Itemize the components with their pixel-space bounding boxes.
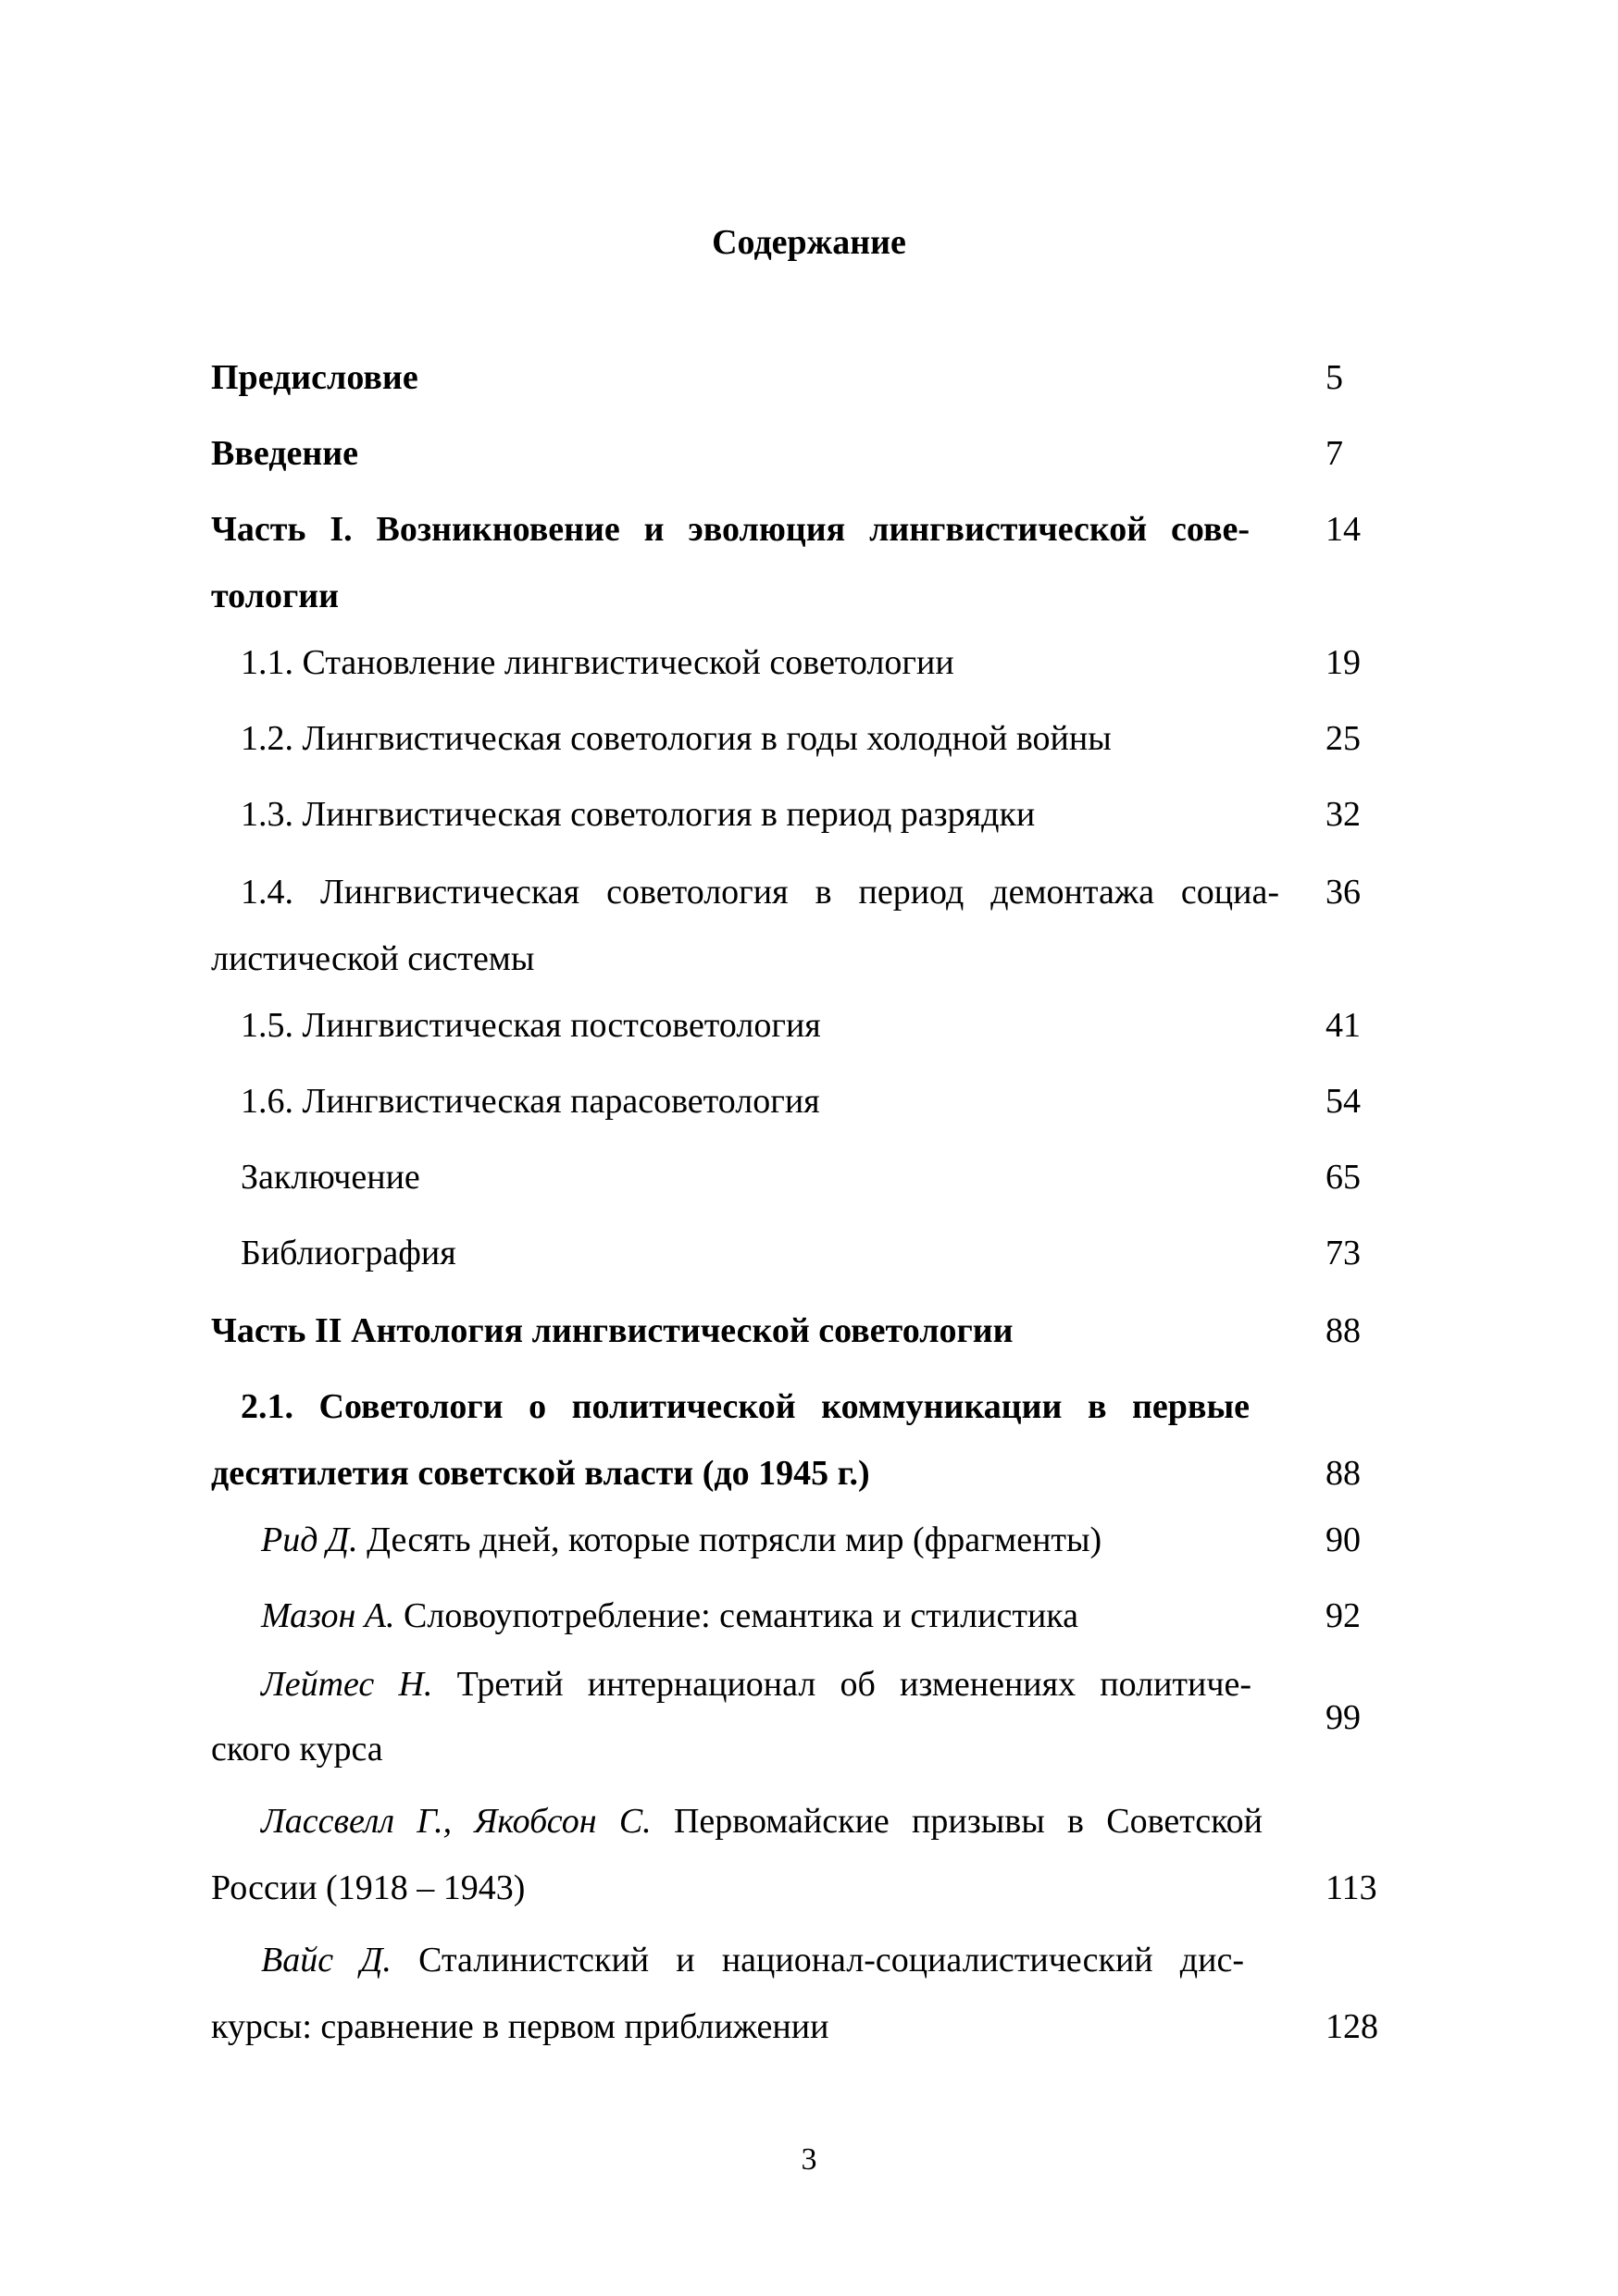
toc-entry-2-1-line-2[interactable]: десятилетия советской власти (до 1945 г.) bbox=[211, 1454, 870, 1493]
toc-page-number: 41 bbox=[1326, 1006, 1361, 1045]
toc-entry-part-2[interactable]: Часть II Антология лингвистической советологии bbox=[211, 1311, 1014, 1350]
toc-entry-1-1[interactable]: 1.1. Становление лингвистической советологии bbox=[241, 643, 954, 682]
toc-page-number: 73 bbox=[1326, 1234, 1361, 1272]
toc-entry-2-1-line-1[interactable]: 2.1. Советологи о политической коммуникации в первые bbox=[241, 1387, 1250, 1426]
toc-page-number: 14 bbox=[1326, 510, 1361, 549]
toc-page-number: 19 bbox=[1326, 643, 1361, 682]
author-name: Вайс Д. bbox=[261, 1941, 392, 1980]
toc-page-number: 7 bbox=[1326, 434, 1343, 473]
toc-entry-1-5[interactable]: 1.5. Лингвистическая постсоветология bbox=[241, 1006, 821, 1045]
toc-page-number: 90 bbox=[1326, 1520, 1361, 1559]
toc-page-number: 5 bbox=[1326, 358, 1343, 397]
page-title: Содержание bbox=[712, 223, 906, 262]
toc-entry-mazon[interactable] bbox=[261, 1594, 1078, 1638]
toc-entry-leites-line-2[interactable]: ского курса bbox=[211, 1730, 383, 1769]
toc-page-number: 92 bbox=[1326, 1596, 1361, 1635]
toc-entry-1-4-line-2[interactable]: листической системы bbox=[211, 939, 535, 978]
work-title: Словоупотребление: семантика и стилистика bbox=[394, 1596, 1079, 1635]
toc-page-number: 88 bbox=[1326, 1454, 1361, 1493]
toc-entry-leites-line-1[interactable] bbox=[261, 1662, 1251, 1706]
toc-page-number: 88 bbox=[1326, 1311, 1361, 1350]
toc-page-number: 54 bbox=[1326, 1082, 1361, 1121]
work-title: Третий интернационал об изменениях политиче- bbox=[432, 1665, 1252, 1704]
work-title: Сталинистский и национал-социалистический дис- bbox=[391, 1941, 1244, 1980]
author-name: Мазон А. bbox=[261, 1596, 395, 1635]
toc-entry-weiss-line-2[interactable]: курсы: сравнение в первом приближении bbox=[211, 2007, 829, 2046]
work-title: Десять дней, которые потрясли мир (фрагменты) bbox=[357, 1520, 1102, 1559]
toc-entry-lasswell-jakobson-line-1[interactable] bbox=[261, 1799, 1263, 1843]
author-name: Лейтес Н. bbox=[261, 1665, 433, 1704]
toc-entry-1-3[interactable]: 1.3. Лингвистическая советология в период разрядки bbox=[241, 795, 1036, 834]
toc-entry-preface[interactable]: Предисловие bbox=[211, 358, 418, 397]
toc-entry-1-4-line-1[interactable]: 1.4. Лингвистическая советология в период демонтажа социа- bbox=[241, 873, 1279, 912]
page-number-footer: 3 bbox=[801, 2142, 817, 2177]
toc-entry-weiss-line-1[interactable] bbox=[261, 1938, 1244, 1982]
work-title: Первомайские призывы в Советской bbox=[651, 1802, 1263, 1841]
toc-page-number: 36 bbox=[1326, 873, 1361, 912]
toc-entry-1-2[interactable]: 1.2. Лингвистическая советология в годы холодной войны bbox=[241, 719, 1112, 758]
toc-entry-introduction[interactable]: Введение bbox=[211, 434, 358, 473]
toc-entry-1-6[interactable]: 1.6. Лингвистическая парасоветология bbox=[241, 1082, 820, 1121]
toc-page-number: 128 bbox=[1326, 2007, 1378, 2046]
toc-page-number: 25 bbox=[1326, 719, 1361, 758]
toc-entry-conclusion[interactable]: Заключение bbox=[241, 1158, 420, 1197]
toc-page-number: 99 bbox=[1326, 1698, 1361, 1737]
author-name: Лассвелл Г., Якобсон С. bbox=[261, 1802, 652, 1841]
toc-entry-part-1-line-2[interactable]: тологии bbox=[211, 577, 340, 615]
toc-entry-reed[interactable] bbox=[261, 1518, 1101, 1562]
toc-entry-bibliography[interactable]: Библиография bbox=[241, 1234, 456, 1272]
toc-entry-lasswell-jakobson-line-2[interactable]: России (1918 – 1943) bbox=[211, 1868, 526, 1907]
toc-page-number: 113 bbox=[1326, 1868, 1377, 1907]
toc-entry-part-1-line-1[interactable]: Часть I. Возникновение и эволюция лингвистической сове- bbox=[211, 510, 1250, 549]
toc-page-number: 65 bbox=[1326, 1158, 1361, 1197]
toc-page-number: 32 bbox=[1326, 795, 1361, 834]
author-name: Рид Д. bbox=[261, 1520, 358, 1559]
